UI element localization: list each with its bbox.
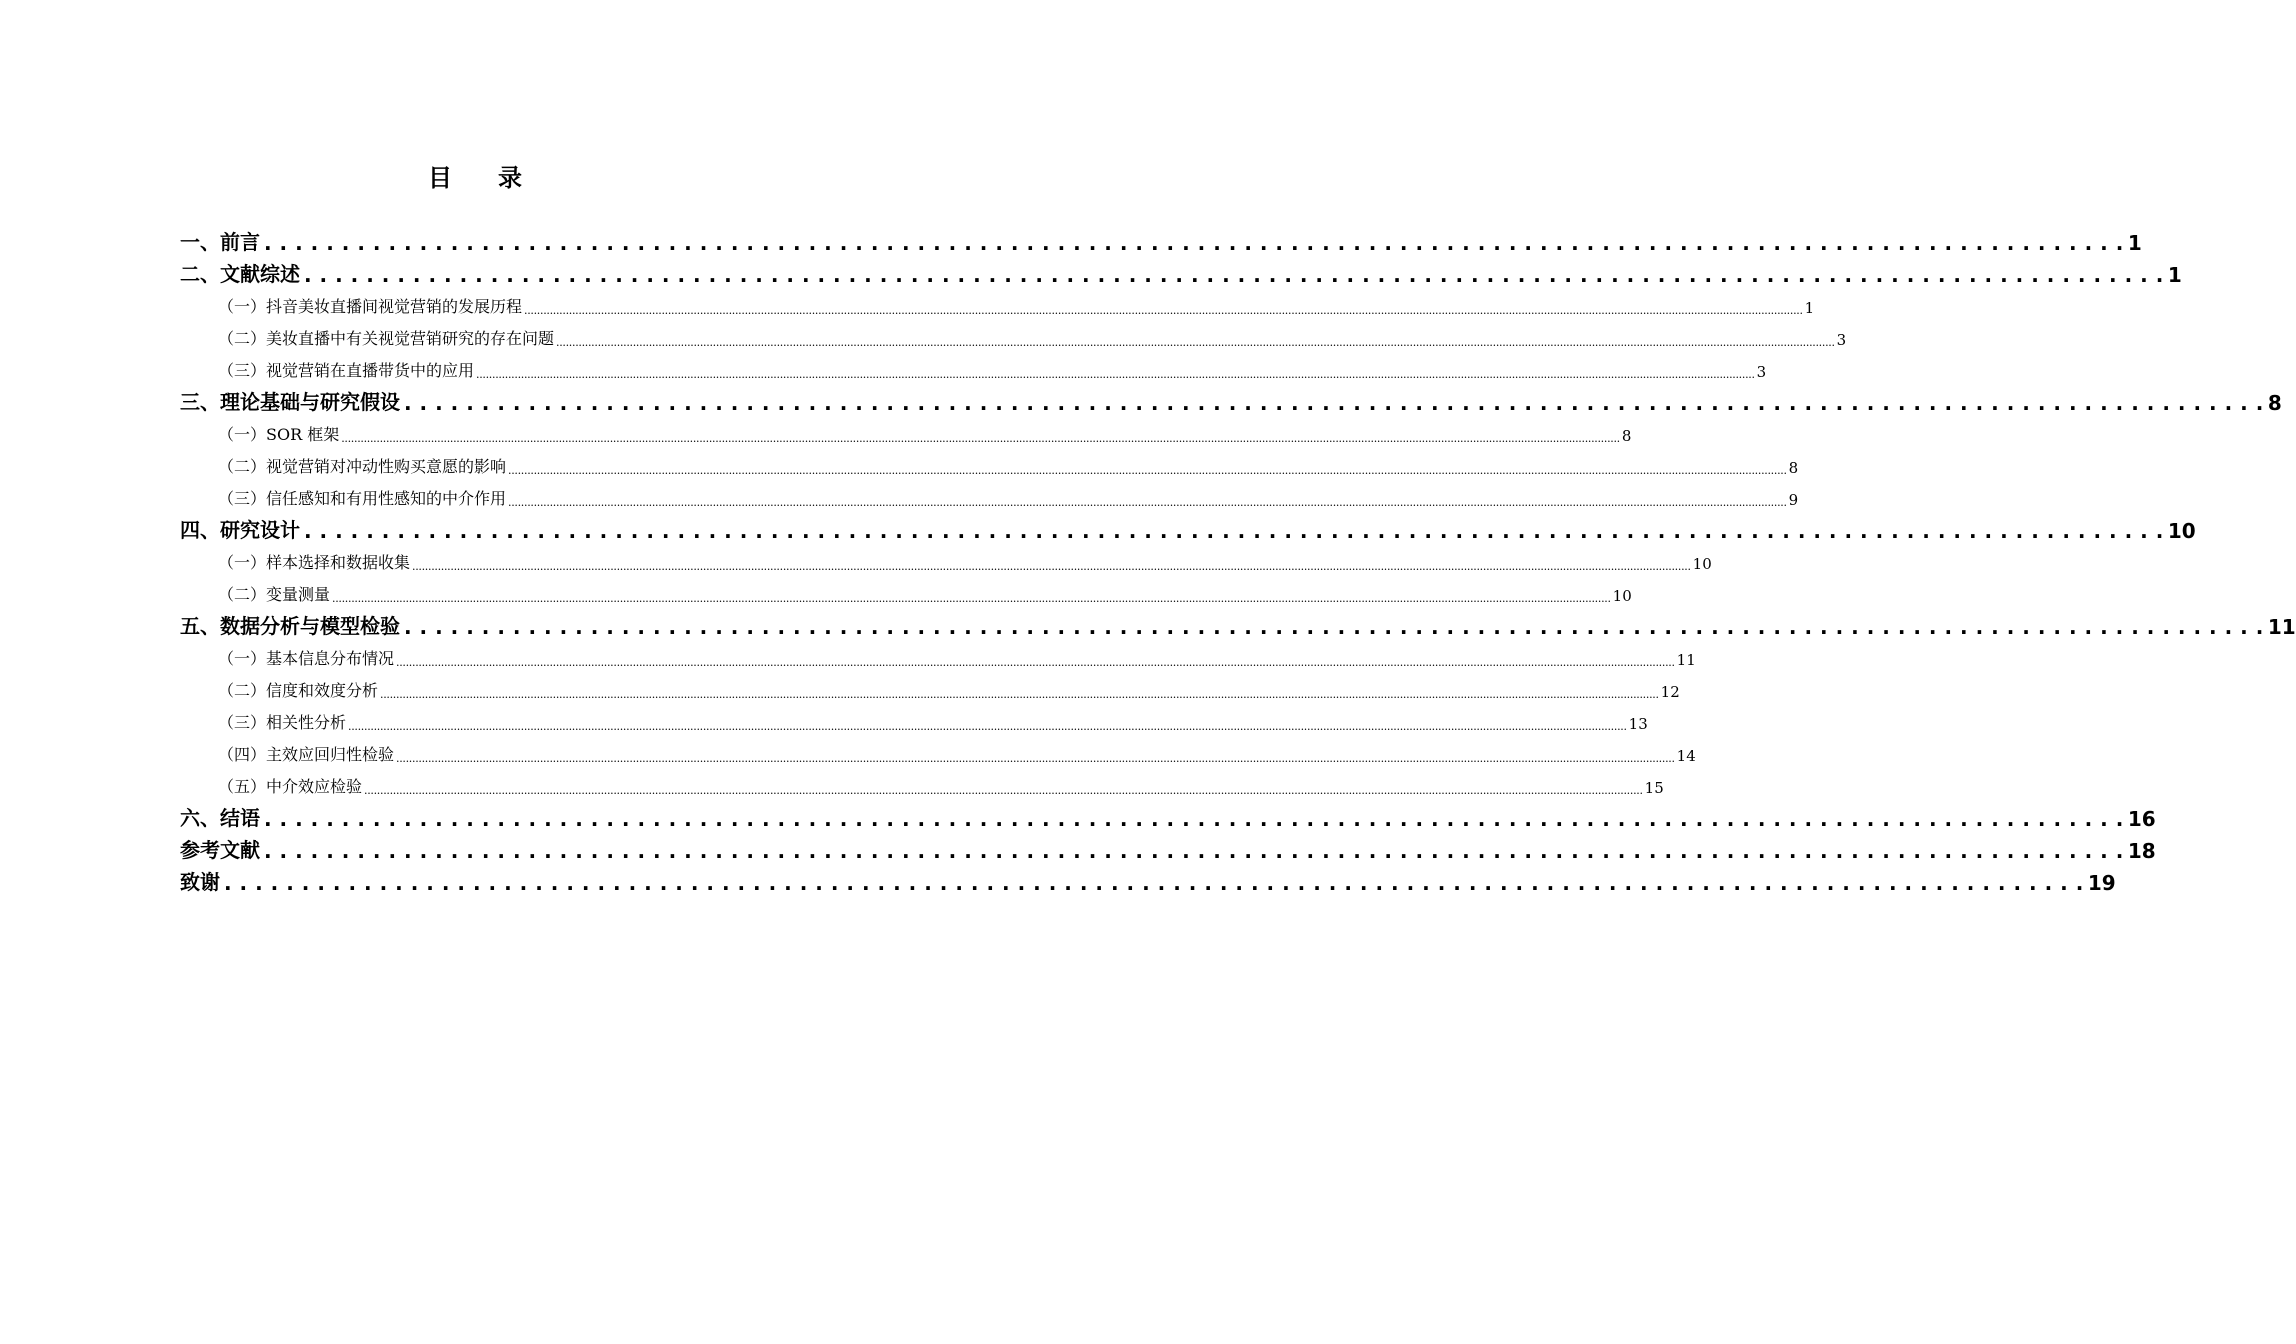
dot-leader: ................................................................................................................................................................................................................................................................................................................................................................................................................ (524, 304, 1803, 317)
toc-entry-label: 六、结语 (180, 806, 260, 830)
dot-leader: . . . . . . . . . . . . . . . . . . . . . . . . . . . . . . . . . . . . . . . . . . . . . . . . . . . . . . . . . . . . . . . . . . . . . . . . . . . . . . . . . . . . . . . . . . . . . . . . . . . . . . . . . . . . . . . . . . . . . . . . (404, 391, 2264, 415)
toc-section-entry[interactable] (180, 674, 1680, 706)
dot-leader: . . . . . . . . . . . . . . . . . . . . . . . . . . . . . . . . . . . . . . . . . . . . . . . . . . . . . . . . . . . . . . . . . . . . . . . . . . . . . . . . . . . . . . . . . . . . . . . . . . . . . . . . . . . . . . . . . . . . . . . . (304, 263, 2164, 287)
table-of-contents (180, 226, 2296, 898)
toc-entry-label: （一）抖音美妆直播间视觉营销的发展历程 (218, 297, 523, 316)
toc-entry-page-number: 11 (2267, 615, 2296, 639)
toc-entry-page-number: 14 (1676, 747, 1696, 765)
toc-entry-label: （三）信任感知和有用性感知的中介作用 (218, 489, 507, 508)
dot-leader: ................................................................................................................................................................................................................................................................................................................................................................................................................ (476, 368, 1755, 381)
toc-section-entry[interactable] (180, 770, 1664, 802)
dot-leader: . . . . . . . . . . . . . . . . . . . . . . . . . . . . . . . . . . . . . . . . . . . . . . . . . . . . . . . . . . . . . . . . . . . . . . . . . . . . . . . . . . . . . . . . . . . . . . . . . . . . . . . . . . . . . . . . . . . . . . . . (404, 615, 2264, 639)
dot-leader: ................................................................................................................................................................................................................................................................................................................................................................................................................ (341, 432, 1620, 445)
toc-chapter-entry[interactable] (180, 834, 2156, 866)
toc-chapter-entry[interactable] (180, 226, 2142, 258)
toc-section-entry[interactable] (180, 450, 1799, 482)
title-char-1: 目 (428, 163, 452, 192)
toc-entry-label: （三）相关性分析 (218, 713, 347, 732)
dot-leader: ................................................................................................................................................................................................................................................................................................................................................................................................................ (508, 464, 1787, 477)
title-char-2: 录 (498, 163, 522, 192)
dot-leader: ................................................................................................................................................................................................................................................................................................................................................................................................................ (348, 720, 1627, 733)
toc-entry-label: 致谢 (180, 870, 220, 894)
dot-leader: ................................................................................................................................................................................................................................................................................................................................................................................................................ (556, 336, 1835, 349)
toc-section-entry[interactable] (180, 546, 1712, 578)
dot-leader: ................................................................................................................................................................................................................................................................................................................................................................................................................ (380, 688, 1659, 701)
toc-entry-page-number: 11 (1676, 651, 1696, 669)
toc-entry-page-number: 1 (2127, 231, 2142, 255)
toc-entry-label: 一、前言 (180, 230, 260, 254)
dot-leader: . . . . . . . . . . . . . . . . . . . . . . . . . . . . . . . . . . . . . . . . . . . . . . . . . . . . . . . . . . . . . . . . . . . . . . . . . . . . . . . . . . . . . . . . . . . . . . . . . . . . . . . . . . . . . . . . . . . . . . . . (304, 519, 2164, 543)
toc-entry-label: （二）美妆直播中有关视觉营销研究的存在问题 (218, 329, 555, 348)
toc-entry-page-number: 18 (2127, 839, 2156, 863)
toc-section-entry[interactable] (180, 290, 1815, 322)
dot-leader: . . . . . . . . . . . . . . . . . . . . . . . . . . . . . . . . . . . . . . . . . . . . . . . . . . . . . . . . . . . . . . . . . . . . . . . . . . . . . . . . . . . . . . . . . . . . . . . . . . . . . . . . . . . . . . . . . . . . . . . . (264, 231, 2124, 255)
toc-section-entry[interactable] (180, 706, 1648, 738)
toc-entry-page-number: 10 (1612, 587, 1632, 605)
dot-leader: . . . . . . . . . . . . . . . . . . . . . . . . . . . . . . . . . . . . . . . . . . . . . . . . . . . . . . . . . . . . . . . . . . . . . . . . . . . . . . . . . . . . . . . . . . . . . . . . . . . . . . . . . . . . . . . . . . . . . . . . (224, 871, 2084, 895)
toc-entry-label: 五、数据分析与模型检验 (180, 614, 400, 638)
toc-section-entry[interactable] (180, 578, 1632, 610)
toc-entry-page-number: 8 (1788, 459, 1799, 477)
toc-section-entry[interactable] (180, 354, 1767, 386)
toc-entry-page-number: 13 (1628, 715, 1648, 733)
toc-entry-page-number: 8 (1621, 427, 1632, 445)
toc-entry-page-number: 10 (1692, 555, 1712, 573)
toc-entry-page-number: 15 (1644, 779, 1664, 797)
toc-entry-label: （二）视觉营销对冲动性购买意愿的影响 (218, 457, 507, 476)
toc-entry-label: 三、理论基础与研究假设 (180, 390, 400, 414)
toc-section-entry[interactable] (180, 418, 1632, 450)
toc-entry-label: （四）主效应回归性检验 (218, 745, 395, 764)
dot-leader: ................................................................................................................................................................................................................................................................................................................................................................................................................ (396, 656, 1675, 669)
toc-chapter-entry[interactable] (180, 386, 2282, 418)
toc-entry-page-number: 19 (2087, 871, 2116, 895)
dot-leader: ................................................................................................................................................................................................................................................................................................................................................................................................................ (396, 752, 1675, 765)
toc-entry-page-number: 8 (2267, 391, 2282, 415)
toc-entry-label: （五）中介效应检验 (218, 777, 363, 796)
toc-entry-label: 参考文献 (180, 838, 260, 862)
toc-chapter-entry[interactable] (180, 866, 2116, 898)
toc-entry-label: （二）变量测量 (218, 585, 331, 604)
toc-section-entry[interactable] (180, 482, 1799, 514)
toc-section-entry[interactable] (180, 738, 1696, 770)
toc-entry-label: 二、文献综述 (180, 262, 300, 286)
toc-entry-label: （一）基本信息分布情况 (218, 649, 395, 668)
toc-chapter-entry[interactable] (180, 514, 2196, 546)
dot-leader: ................................................................................................................................................................................................................................................................................................................................................................................................................ (332, 592, 1611, 605)
toc-entry-page-number: 1 (1804, 299, 1815, 317)
dot-leader: ................................................................................................................................................................................................................................................................................................................................................................................................................ (364, 784, 1643, 797)
toc-entry-page-number: 10 (2167, 519, 2196, 543)
page-title (0, 158, 950, 193)
dot-leader: . . . . . . . . . . . . . . . . . . . . . . . . . . . . . . . . . . . . . . . . . . . . . . . . . . . . . . . . . . . . . . . . . . . . . . . . . . . . . . . . . . . . . . . . . . . . . . . . . . . . . . . . . . . . . . . . . . . . . . . . (264, 807, 2124, 831)
toc-entry-label: （一）SOR 框架 (218, 425, 340, 444)
toc-entry-label: 四、研究设计 (180, 518, 300, 542)
toc-entry-page-number: 1 (2167, 263, 2182, 287)
toc-chapter-entry[interactable] (180, 258, 2182, 290)
dot-leader: ................................................................................................................................................................................................................................................................................................................................................................................................................ (412, 560, 1691, 573)
dot-leader: . . . . . . . . . . . . . . . . . . . . . . . . . . . . . . . . . . . . . . . . . . . . . . . . . . . . . . . . . . . . . . . . . . . . . . . . . . . . . . . . . . . . . . . . . . . . . . . . . . . . . . . . . . . . . . . . . . . . . . . . (264, 839, 2124, 863)
toc-entry-label: （二）信度和效度分析 (218, 681, 379, 700)
toc-entry-page-number: 3 (1756, 363, 1767, 381)
toc-entry-page-number: 3 (1836, 331, 1847, 349)
dot-leader: ................................................................................................................................................................................................................................................................................................................................................................................................................ (508, 496, 1787, 509)
toc-section-entry[interactable] (180, 642, 1696, 674)
toc-section-entry[interactable] (180, 322, 1847, 354)
toc-entry-page-number: 9 (1788, 491, 1799, 509)
toc-entry-label: （三）视觉营销在直播带货中的应用 (218, 361, 475, 380)
toc-entry-page-number: 16 (2127, 807, 2156, 831)
toc-entry-page-number: 12 (1660, 683, 1680, 701)
toc-chapter-entry[interactable] (180, 802, 2156, 834)
toc-entry-label: （一）样本选择和数据收集 (218, 553, 411, 572)
toc-chapter-entry[interactable] (180, 610, 2296, 642)
